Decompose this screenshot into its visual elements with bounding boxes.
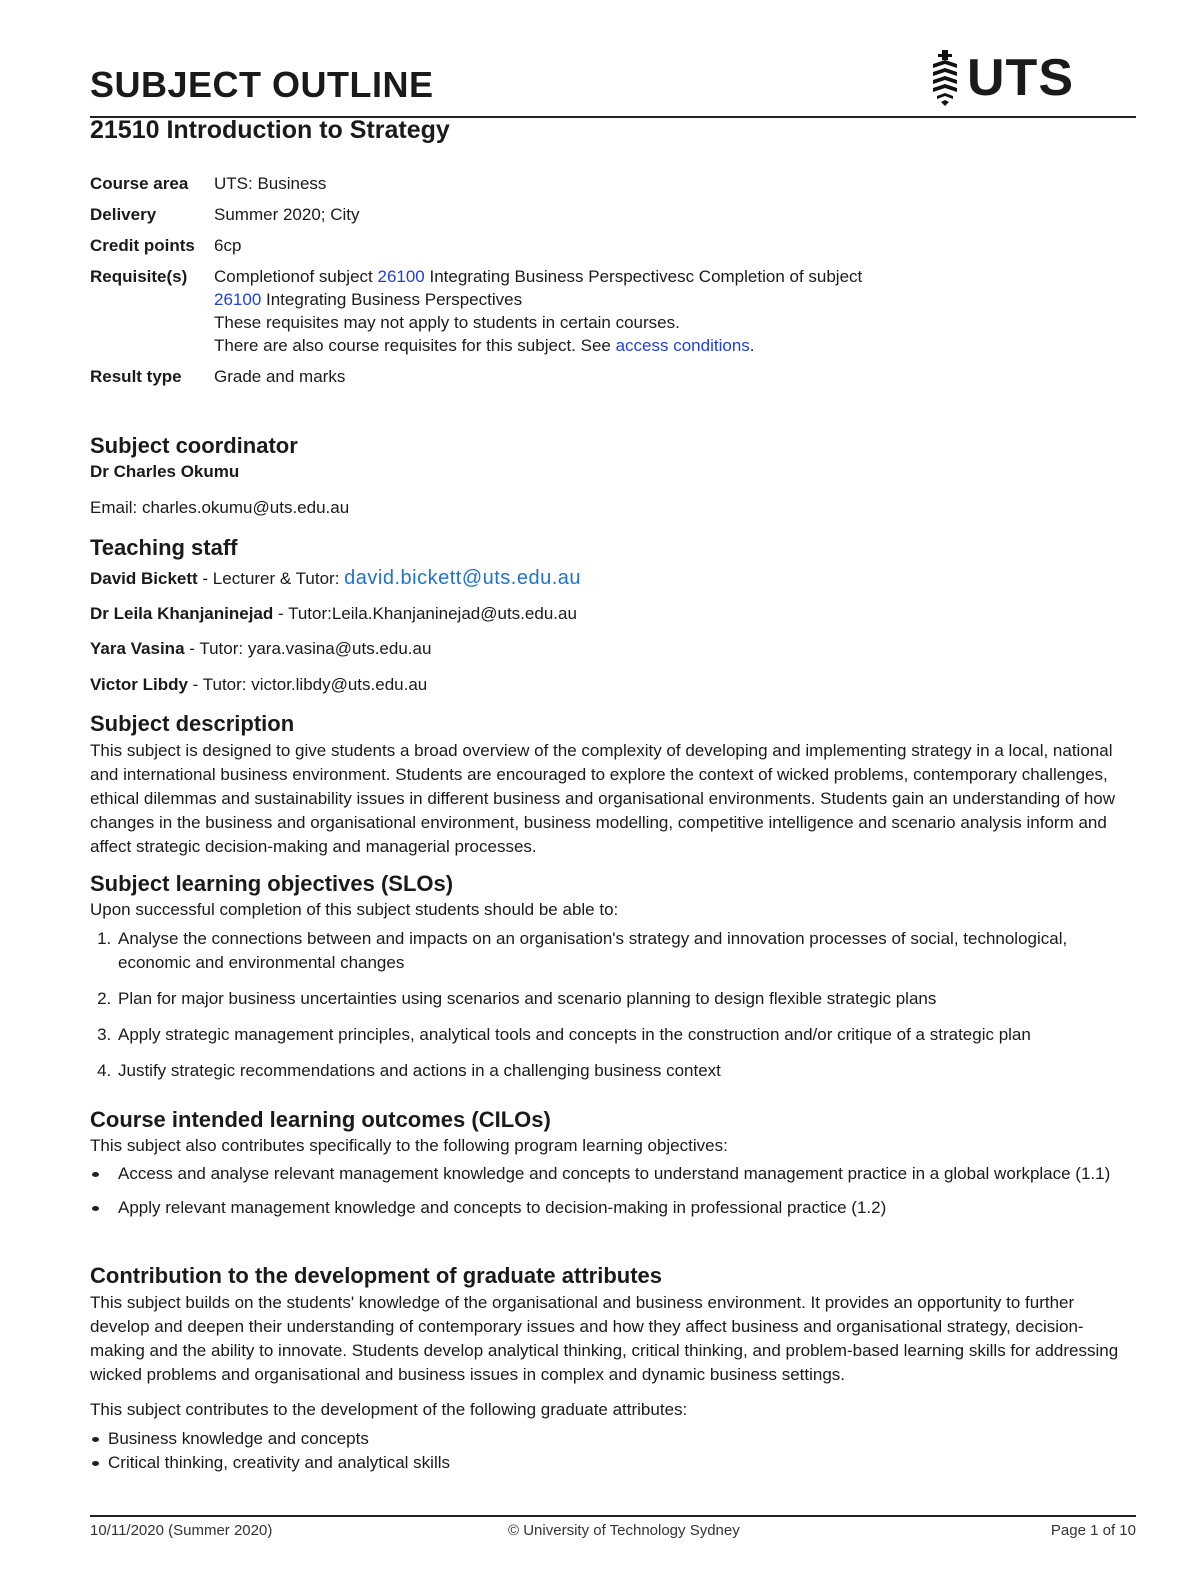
list-item: Critical thinking, creativity and analytical skills (90, 1451, 1130, 1475)
detail-value: Summer 2020; City (214, 205, 360, 224)
detail-row-credit-points (90, 234, 862, 265)
list-item: Business knowledge and concepts (90, 1427, 1130, 1451)
detail-row-course-area (90, 172, 862, 203)
staff-member (90, 637, 431, 661)
detail-label: Delivery (90, 205, 157, 224)
graduate-attributes-heading: Contribution to the development of graduate attributes (90, 1263, 662, 1288)
document-title: SUBJECT OUTLINE (90, 64, 434, 105)
staff-email: yara.vasina@uts.edu.au (247, 639, 432, 658)
staff-member (90, 673, 427, 697)
staff-email-link[interactable]: david.bickett@uts.edu.au (344, 567, 582, 589)
cilos-intro: This subject also contributes specifically to the following program learning objectives: (90, 1136, 728, 1155)
page-footer (90, 1515, 1136, 1539)
uts-logo (929, 48, 1074, 108)
detail-label: Credit points (90, 236, 195, 255)
access-conditions-link[interactable]: access conditions (615, 336, 750, 355)
detail-label: Requisite(s) (90, 267, 188, 286)
detail-value: UTS: Business (214, 174, 327, 193)
slos-list (90, 927, 1126, 1095)
subject-title: 21510 Introduction to Strategy (90, 116, 450, 144)
requisite-link-26100[interactable]: 26100 (214, 290, 262, 309)
requisite-text: Integrating Business Perspectives (261, 290, 523, 309)
detail-value (214, 265, 862, 365)
staff-role: - Tutor: (187, 675, 252, 694)
list-item: Access and analyse relevant management knowledge and concepts to understand management practice in a global workplace (1.1) (90, 1162, 1130, 1186)
subject-details-table (90, 172, 862, 388)
description-heading: Subject description (90, 711, 295, 736)
coordinator-name: Dr Charles Okumu (90, 462, 240, 481)
detail-label: Course area (90, 174, 189, 193)
footer-date: 10/11/2020 (Summer 2020) (90, 1522, 273, 1539)
requisite-text: Completionof subject (214, 267, 378, 286)
detail-row-requisites (90, 265, 862, 365)
staff-name: Dr Leila Khanjaninejad (90, 604, 274, 623)
list-item: 1. Analyse the connections between and impacts on an organisation's strategy and innovation processes of social, technological, economic and environmental changes (116, 927, 1126, 975)
staff-name: Yara Vasina (90, 639, 185, 658)
cilos-list (90, 1162, 1130, 1230)
detail-label: Result type (90, 367, 182, 386)
slos-intro: Upon successful completion of this subject students should be able to: (90, 900, 619, 919)
cilos-heading: Course intended learning outcomes (CILOs) (90, 1107, 551, 1132)
slos-heading: Subject learning objectives (SLOs) (90, 871, 454, 896)
staff-email: victor.libdy@uts.edu.au (251, 675, 428, 694)
logo-text: UTS (967, 49, 1074, 107)
list-item: 3. Apply strategic management principles, analytical tools and concepts in the construction and/or critique of a strategic plan (116, 1023, 1126, 1047)
staff-name: David Bickett (90, 569, 198, 588)
staff-member (90, 566, 581, 591)
coordinator-heading: Subject coordinator (90, 433, 298, 458)
requisite-link-26100[interactable]: 26100 (377, 267, 425, 286)
staff-member (90, 602, 577, 626)
graduate-attributes-intro: This subject contributes to the development of the following graduate attributes: (90, 1400, 688, 1419)
list-item: 2. Plan for major business uncertainties using scenarios and scenario planning to design flexible strategic plans (116, 987, 1126, 1011)
requisite-note: These requisites may not apply to students in certain courses. (214, 313, 680, 332)
graduate-attributes-list (90, 1427, 1130, 1475)
requisite-end: . (749, 336, 755, 355)
coordinator-email: Email: charles.okumu@uts.edu.au (90, 498, 350, 517)
staff-name: Victor Libdy (90, 675, 188, 694)
uts-emblem-icon (929, 48, 961, 108)
graduate-attributes-text: This subject builds on the students' knowledge of the organisational and business environment. It provides an opportunity to further develop and deepen their understanding of contemporary issues and how they affect business and organisational strategy, decision-making and the ability to innovate. Students develop analytical thinking, critical thinking, and problem-based learning skills for addressing wicked problems and organisational and business issues in complex and dynamic business settings. (90, 1293, 1119, 1384)
footer-copyright: © University of Technology Sydney (508, 1522, 740, 1539)
list-item: Apply relevant management knowledge and concepts to decision-making in professional practice (1.2) (90, 1196, 1130, 1220)
detail-value: Grade and marks (214, 367, 346, 386)
teaching-staff-heading: Teaching staff (90, 535, 238, 560)
detail-row-result-type (90, 365, 862, 388)
staff-role: - Lecturer & Tutor: (197, 569, 345, 588)
requisite-note: There are also course requisites for this subject. See (214, 336, 616, 355)
staff-email: Leila.Khanjaninejad@uts.edu.au (331, 604, 577, 623)
staff-role: - Tutor: (184, 639, 248, 658)
detail-row-delivery (90, 203, 862, 234)
staff-role: - Tutor: (273, 604, 332, 623)
footer-page-number: Page 1 of 10 (1050, 1522, 1136, 1539)
requisite-text: Integrating Business Perspectivesc Completion of subject (424, 267, 863, 286)
document-header (90, 49, 1136, 118)
list-item: 4. Justify strategic recommendations and actions in a challenging business context (116, 1059, 1126, 1083)
description-text: This subject is designed to give students a broad overview of the complexity of developing and implementing strategy in a local, national and international business environment. Students are encouraged to explore the context of wicked problems, contemporary challenges, ethical dilemmas and sustainability issues in different business and organisational environments. Students gain an understanding of how changes in the business and organisational environment, business modelling, competitive intelligence and scenario analysis inform and affect strategic decision-making and managerial processes. (90, 741, 1116, 856)
detail-value: 6cp (214, 236, 242, 255)
